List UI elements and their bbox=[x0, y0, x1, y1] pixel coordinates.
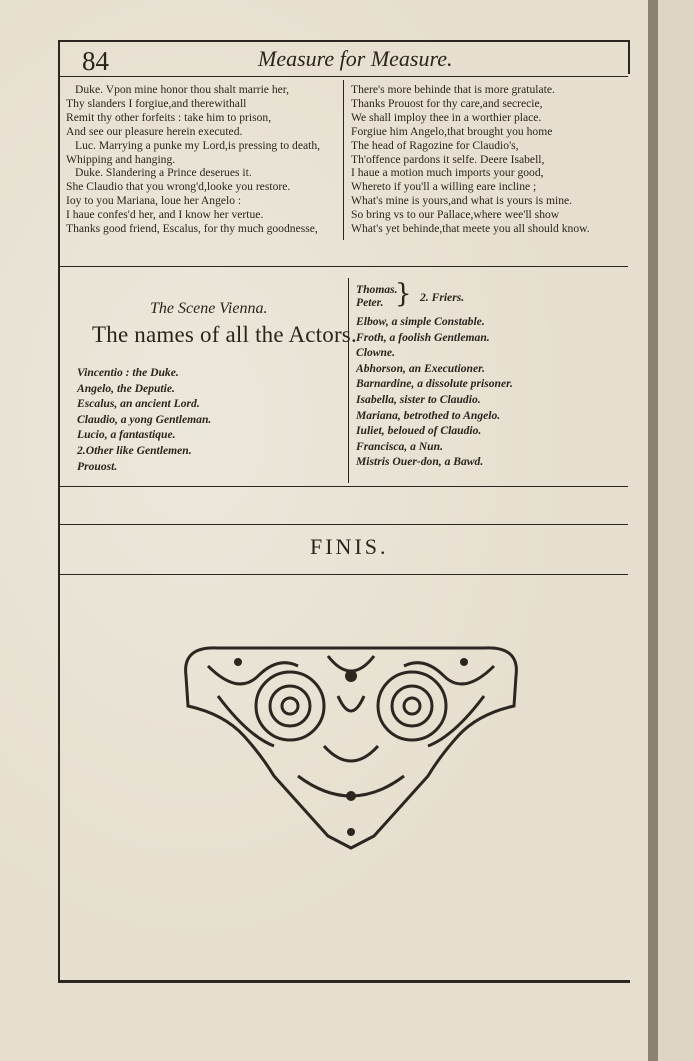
frame-left-rule bbox=[58, 40, 60, 980]
dialogue-line: What's yet behinde,that meete you all should know. bbox=[351, 222, 590, 236]
finis-rule-bottom bbox=[60, 574, 628, 575]
cast-right-column bbox=[356, 314, 513, 470]
frame-top-rule bbox=[58, 40, 630, 42]
running-title: Measure for Measure. bbox=[258, 46, 453, 71]
dialogue-line: Luc. Marrying a punke my Lord,is pressing to death, bbox=[75, 138, 321, 152]
cast-member: Clowne. bbox=[356, 346, 395, 360]
friars-label: 2. Friers. bbox=[420, 291, 465, 304]
dialogue-line: Whereto if you'll a willing eare incline ; bbox=[351, 180, 537, 194]
cast-member: Francisca, a Nun. bbox=[356, 439, 443, 453]
dialogue-line: What's mine is yours,and what is yours is mine. bbox=[351, 194, 573, 208]
cast-member: Prouost. bbox=[77, 459, 118, 473]
cast-member: Froth, a foolish Gentleman. bbox=[356, 330, 490, 344]
cast-member: Vincentio : the Duke. bbox=[77, 366, 179, 379]
dialogue-left-column bbox=[66, 83, 320, 236]
cast-member: Lucio, a fantastique. bbox=[77, 428, 176, 442]
cast-member: Elbow, a simple Constable. bbox=[356, 315, 485, 328]
dialogue-line: Thanks good friend, Escalus, for thy much goodnesse, bbox=[66, 222, 318, 236]
dialogue-line: I haue confes'd her, and I know her vertue. bbox=[66, 208, 264, 222]
finis-rule-top bbox=[60, 524, 628, 525]
section-rule bbox=[60, 486, 628, 487]
dialogue-line: Remit thy other forfeits : take him to prison, bbox=[66, 110, 272, 124]
dialogue-line: The head of Ragozine for Claudio's, bbox=[351, 138, 519, 152]
cast-member: Iuliet, beloued of Claudio. bbox=[356, 424, 482, 438]
dialogue-line: I haue a motion much imports your good, bbox=[351, 166, 544, 180]
frame-bottom-rule bbox=[58, 980, 630, 983]
scene-location: The Scene Vienna. bbox=[150, 300, 268, 317]
cast-member: Thomas. bbox=[356, 283, 398, 296]
brace-icon: } bbox=[395, 279, 412, 309]
cast-member: Angelo, the Deputie. bbox=[77, 381, 175, 395]
cast-member: Peter. bbox=[356, 296, 384, 309]
header-rule bbox=[60, 76, 628, 77]
book-gutter bbox=[648, 0, 658, 1061]
frame-right-rule bbox=[628, 40, 630, 74]
cast-column-divider bbox=[348, 278, 349, 483]
names-heading: The names of all the Actors. bbox=[92, 322, 357, 347]
section-rule bbox=[60, 266, 628, 267]
dialogue-line: Duke. Slandering a Prince deserues it. bbox=[75, 166, 252, 180]
dialogue-line: Thanks Prouost for thy care,and secrecie, bbox=[351, 96, 543, 110]
dialogue-line: Ioy to you Mariana, loue her Angelo : bbox=[66, 194, 242, 208]
dialogue-line: We shall imploy thee in a worthier place. bbox=[351, 110, 542, 124]
friars-group bbox=[356, 283, 398, 309]
dialogue-line: And see our pleasure herein executed. bbox=[66, 124, 243, 138]
facing-page-edge bbox=[658, 0, 694, 1061]
ornamental-tailpiece-icon bbox=[178, 636, 524, 850]
dialogue-line: So bring vs to our Pallace,where wee'll show bbox=[351, 208, 560, 222]
cast-left-column bbox=[77, 365, 211, 474]
dialogue-line: Duke. Vpon mine honor thou shalt marrie her, bbox=[75, 83, 290, 96]
cast-member: 2.Other like Gentlemen. bbox=[77, 443, 192, 457]
dialogue-line: Whipping and hanging. bbox=[66, 152, 176, 166]
dialogue-line: Th'offence pardons it selfe. Deere Isabell, bbox=[351, 152, 545, 166]
cast-member: Barnardine, a dissolute prisoner. bbox=[356, 377, 513, 391]
page-number: 84 bbox=[82, 46, 109, 76]
dialogue-right-column bbox=[351, 83, 590, 236]
cast-member: Isabella, sister to Claudio. bbox=[356, 392, 481, 406]
cast-member: Claudio, a yong Gentleman. bbox=[77, 412, 212, 426]
dialogue-line: There's more behinde that is more gratulate. bbox=[351, 83, 555, 96]
finis-text: FINIS. bbox=[310, 534, 389, 559]
cast-member: Abhorson, an Executioner. bbox=[356, 361, 485, 375]
cast-member: Mariana, betrothed to Angelo. bbox=[356, 408, 501, 422]
cast-member: Escalus, an ancient Lord. bbox=[77, 397, 200, 411]
dialogue-line: Thy slanders I forgiue,and therewithall bbox=[66, 96, 247, 110]
dialogue-line: She Claudio that you wrong'd,looke you restore. bbox=[66, 180, 291, 194]
column-divider bbox=[343, 80, 344, 240]
cast-member: Mistris Ouer-don, a Bawd. bbox=[356, 455, 484, 469]
dialogue-line: Forgiue him Angelo,that brought you home bbox=[351, 124, 553, 138]
